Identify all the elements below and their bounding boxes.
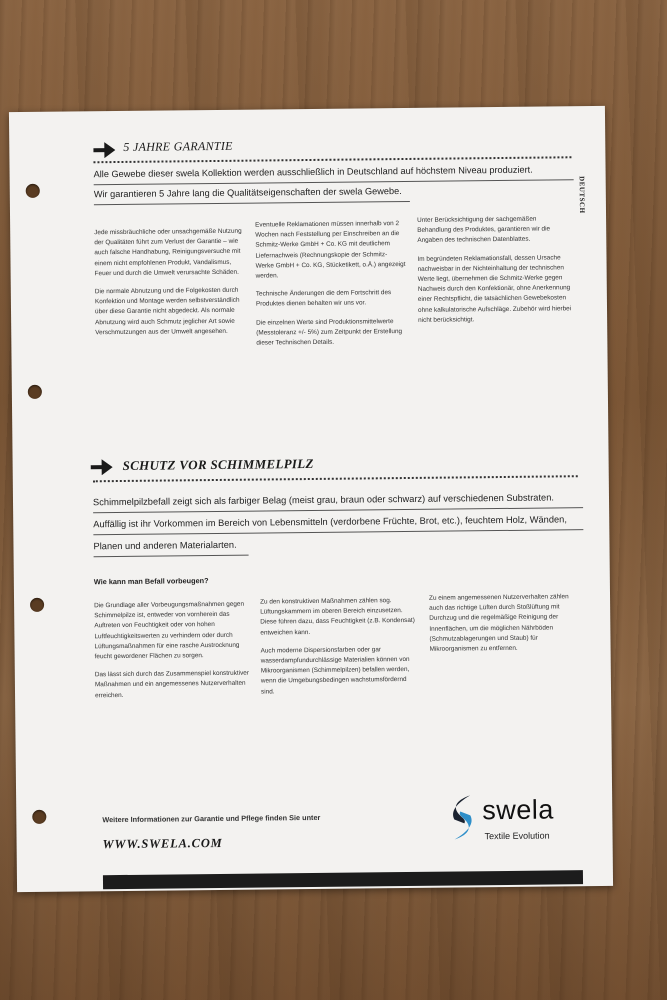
garantie-title: 5 JAHRE GARANTIE: [123, 138, 233, 154]
arrow-right-icon: [93, 142, 115, 158]
schimmel-column-1: [94, 600, 253, 709]
paragraph: Die normale Abnutzung und die Folgekosten durch Konfektion und Montage werden selbstverständlich über diese Garantie nicht abgedeckt. Als normale Abnutzung wird auch Schmutz jeglicher Art sowie Verschmutzungen aus der Umwelt angesehen.: [94, 286, 240, 337]
paragraph: Zu einem angemessenen Nutzerverhalten zählen auch das richtige Lüften durch Stoßlüftung mit Durchzug und die regelmäßige Reinigung der Innenflächen, um die möglichen Nährböden (Schmutzablagerungen und Staub) für Mikroorganismen zu entfernen.: [429, 593, 569, 653]
footer-url-link[interactable]: WWW.SWELA.COM: [102, 835, 223, 852]
arrow-right-icon: [91, 459, 113, 475]
dotted-divider: [93, 156, 571, 163]
schimmel-lead-2: Auffällig ist ihr Vorkommen im Bereich von Lebensmitteln (verdorbene Früchte, Brot, etc.), feuchtem Holz, Wänden,: [93, 514, 567, 530]
paragraph: Jede missbräuchliche oder unsachgemäße Nutzung der Qualitäten führt zum Verlust der Garantie – wie auch falsche Handhabung, Reinigungsversuche mit einem nicht empfohlenen Produkt, Vandalismus, Feuer und durch die Umwelt verursachte Schäden.: [94, 227, 242, 278]
footer-bar: [103, 870, 583, 889]
swela-logo-icon: [448, 793, 477, 841]
dotted-divider: [93, 475, 578, 482]
punch-hole: [32, 810, 46, 824]
swela-logo-name: swela: [482, 794, 554, 826]
garantie-lead-2: Wir garantieren 5 Jahre lang die Qualitätseigenschaften der swela Gewebe.: [93, 186, 402, 200]
document-sheet: [9, 106, 613, 892]
paragraph: Eventuelle Reklamationen müssen innerhalb von 2 Wochen nach Feststellung per Einschreiben an die Schmitz-Werke GmbH + Co. KG mit deutlichem Liefernachweis (Rechnungskopie der Schmitz-Werke GmbH + Co. KG, Stücketikett, o.Ä.) angezeigt werden.: [255, 220, 406, 280]
punch-hole: [28, 385, 42, 399]
schimmel-title: SCHUTZ VOR SCHIMMELPILZ: [122, 455, 314, 473]
punch-hole: [30, 598, 44, 612]
swela-logo-tagline: Textile Evolution: [484, 830, 550, 842]
paragraph: Technische Änderungen die dem Fortschritt des Produktes dienen behalten wir uns vor.: [255, 289, 392, 308]
garantie-column-3: [417, 214, 572, 334]
paragraph: Im begründeten Reklamationsfall, dessen Ursache nachweisbar in der Nichteinhaltung der technischen Werte liegt, übernehmen die Schmitz-Werke gegen Nachweis durch den Konfektionär, ohne Anerkennung einer Rechtspflicht, die tatsächlichen Gewebekosten ohne kalkulatorische Aufschläge. Zubehör wird hierbei nicht berücksichtigt.: [417, 253, 572, 324]
language-label: DEUTSCH: [577, 176, 587, 214]
schimmel-lead-1: Schimmelpilzbefall zeigt sich als farbiger Belag (meist grau, braun oder schwarz) auf verschiedenen Substraten.: [92, 492, 554, 508]
underline: [94, 555, 249, 558]
paragraph: Die einzelnen Werte sind Produktionsmittelwerte (Messtoleranz +/- 5%) zum Zeitpunkt der Erstellung dieser Technischen Details.: [256, 317, 403, 347]
garantie-column-1: [94, 227, 243, 347]
paragraph: Unter Berücksichtigung der sachgemäßen Behandlung des Produktes, garantieren wir die Angaben des technischen Datenblattes.: [417, 215, 551, 245]
schimmel-lead-3: Planen und anderen Materialarten.: [93, 539, 237, 552]
schimmel-subhead: Wie kann man Befall vorbeugen?: [93, 576, 209, 587]
footer-info-text: Weitere Informationen zur Garantie und Pflege finden Sie unter: [102, 812, 321, 825]
garantie-lead-1: Alle Gewebe dieser swela Kollektion werden ausschließlich in Deutschland auf höchstem Niveau produziert.: [93, 164, 533, 180]
punch-hole: [26, 184, 40, 198]
underline: [94, 201, 410, 205]
schimmel-column-3: [429, 592, 582, 663]
paragraph: Auch moderne Dispersionsfarben oder gar wasserdampfundurchlässige Materialien können von Mikroorganismen (Schimmelpilzen) befallen werden, wenn die Umgebungsbedingen wachstumsfördernd sind.: [260, 646, 410, 696]
paragraph: Zu den konstruktiven Maßnahmen zählen sog. Lüftungskammern im oberen Bereich einzusetzen. Diese führen dazu, dass Feuchtigkeit (z.B. Kondensat) entweichen kann.: [260, 597, 415, 637]
schimmel-column-2: [260, 596, 417, 705]
paragraph: Die Grundlage aller Vorbeugungsmaßnahmen gegen Schimmelpilze ist, entweder von vornherein das Auftreten von Feuchtigkeit oder von hohen Luftfeuchtigkeitswerten zu verhindern oder durch Lüftungsmaßnahmen für eine rasche Austrocknung feucht gewordener Flächen zu sorgen.: [94, 600, 245, 661]
paragraph: Das lässt sich durch das Zusammenspiel konstruktiver Maßnahmen und ein angemessenes Nutzerverhalten erreichen.: [94, 669, 250, 699]
garantie-column-2: [255, 219, 406, 357]
